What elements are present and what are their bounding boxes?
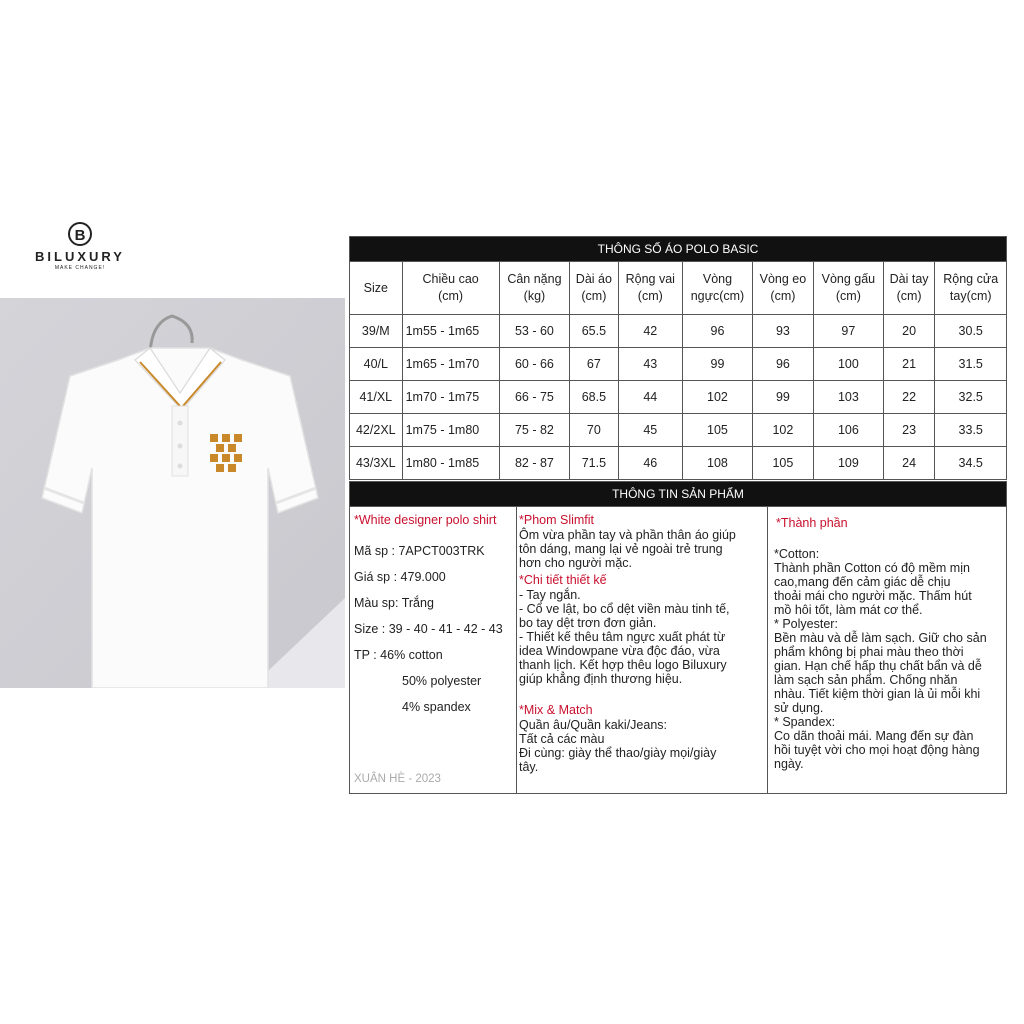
mix-match-text: Quần âu/Quần kaki/Jeans: Tất cả các màu Đi cùng: giày thể thao/giày mọi/giày tây. xyxy=(519,718,717,774)
product-composition-cell xyxy=(768,507,1007,794)
table-cell: 65.5 xyxy=(570,315,618,348)
table-cell: 67 xyxy=(570,348,618,381)
header-height: Chiều cao (cm) xyxy=(402,262,499,315)
table-cell: 44 xyxy=(618,381,683,414)
header-sleeve-length: Dài tay (cm) xyxy=(883,262,935,315)
table-cell: 42 xyxy=(618,315,683,348)
header-waist: Vòng eo (cm) xyxy=(752,262,813,315)
table-cell: 1m55 - 1m65 xyxy=(402,315,499,348)
table-row xyxy=(350,315,1007,348)
table-cell: 99 xyxy=(683,348,753,381)
size-chart-table xyxy=(349,236,1007,480)
table-cell: 82 - 87 xyxy=(499,447,570,480)
design-text: - Tay ngắn. - Cổ ve lật, bo cổ dệt viền màu tinh tế, bo tay dệt trơn đơn giản. - Thiết kế thêu tâm ngực xuất phát từ idea Windowpane vừa độc đáo, vừa thanh lịch. Kết hợp thêu logo Biluxury giúp khẳng định thương hiệu. xyxy=(519,588,730,686)
product-material-cotton: TP : 46% cotton xyxy=(354,648,443,662)
table-cell: 99 xyxy=(752,381,813,414)
table-cell: 40/L xyxy=(350,348,403,381)
table-cell: 23 xyxy=(883,414,935,447)
product-material-polyester: 50% polyester xyxy=(402,674,482,688)
product-basics-cell xyxy=(350,507,517,794)
table-cell: 42/2XL xyxy=(350,414,403,447)
composition-text: *Cotton: Thành phần Cotton có độ mềm mịn cao,mang đến cảm giác dễ chịu thoải mái cho người mặc. Thấm hút mồ hôi tốt, làm mát cơ thể. * Polyester: Bền màu và dễ làm sạch. Giữ cho sản phẩm không bị phai màu theo thời gian. Hạn chế hấp thụ chất bẩn và dễ làm sạch sản phẩm. Chống nhăn nhàu. Tiết kiệm thời gian là ủi mỗi khi sử dụng. * Spandex: Co dãn thoải mái. Mang đến sự đàn hồi tuyệt vời cho mọi hoạt động hàng ngày. xyxy=(774,547,987,771)
size-chart-title: THÔNG SỐ ÁO POLO BASIC xyxy=(350,237,1007,262)
table-row xyxy=(350,414,1007,447)
product-name: *White designer polo shirt xyxy=(354,513,497,527)
table-cell: 32.5 xyxy=(935,381,1007,414)
product-color: Màu sp: Trắng xyxy=(354,596,434,610)
brand-name: BILUXURY xyxy=(35,249,125,264)
mix-match-heading: *Mix & Match xyxy=(519,703,593,717)
table-cell: 93 xyxy=(752,315,813,348)
table-cell: 53 - 60 xyxy=(499,315,570,348)
table-row xyxy=(350,381,1007,414)
table-cell: 39/M xyxy=(350,315,403,348)
table-cell: 71.5 xyxy=(570,447,618,480)
polo-shirt-image xyxy=(0,298,345,688)
header-sleeve-opening: Rộng cửa tay(cm) xyxy=(935,262,1007,315)
composition-heading: *Thành phần xyxy=(776,516,848,530)
header-size: Size xyxy=(350,262,403,315)
product-material-spandex: 4% spandex xyxy=(402,700,471,714)
size-chart-header-row xyxy=(350,262,1007,315)
brand-logo xyxy=(30,222,130,271)
table-cell: 60 - 66 xyxy=(499,348,570,381)
header-hem: Vòng gấu (cm) xyxy=(814,262,884,315)
header-length: Dài áo (cm) xyxy=(570,262,618,315)
table-cell: 75 - 82 xyxy=(499,414,570,447)
table-cell: 102 xyxy=(752,414,813,447)
table-cell: 1m70 - 1m75 xyxy=(402,381,499,414)
fit-text: Ôm vừa phần tay và phần thân áo giúp tôn dáng, mang lại vẻ ngoài trẻ trung hơn cho người mặc. xyxy=(519,528,736,570)
table-cell: 1m65 - 1m70 xyxy=(402,348,499,381)
product-design-cell xyxy=(517,507,768,794)
table-cell: 45 xyxy=(618,414,683,447)
table-cell: 20 xyxy=(883,315,935,348)
table-cell: 30.5 xyxy=(935,315,1007,348)
header-shoulder: Rộng vai (cm) xyxy=(618,262,683,315)
header-weight: Cân nặng (kg) xyxy=(499,262,570,315)
product-info-title: THÔNG TIN SẢN PHẨM xyxy=(350,482,1007,507)
product-sku: Mã sp : 7APCT003TRK xyxy=(354,544,485,558)
table-cell: 102 xyxy=(683,381,753,414)
table-cell: 24 xyxy=(883,447,935,480)
table-cell: 106 xyxy=(814,414,884,447)
table-cell: 1m80 - 1m85 xyxy=(402,447,499,480)
table-cell: 1m75 - 1m80 xyxy=(402,414,499,447)
table-cell: 22 xyxy=(883,381,935,414)
table-row xyxy=(350,348,1007,381)
header-chest: Vòng ngực(cm) xyxy=(683,262,753,315)
table-cell: 96 xyxy=(683,315,753,348)
brand-tagline: MAKE CHANGE! xyxy=(54,265,106,271)
table-cell: 31.5 xyxy=(935,348,1007,381)
table-cell: 41/XL xyxy=(350,381,403,414)
table-cell: 46 xyxy=(618,447,683,480)
table-cell: 96 xyxy=(752,348,813,381)
table-cell: 97 xyxy=(814,315,884,348)
table-cell: 100 xyxy=(814,348,884,381)
season-label: XUÂN HÈ - 2023 xyxy=(354,773,441,785)
table-cell: 34.5 xyxy=(935,447,1007,480)
brand-logo-icon: B xyxy=(68,222,92,246)
table-cell: 43 xyxy=(618,348,683,381)
design-heading: *Chi tiết thiết kế xyxy=(519,573,607,587)
table-cell: 43/3XL xyxy=(350,447,403,480)
table-cell: 108 xyxy=(683,447,753,480)
table-cell: 33.5 xyxy=(935,414,1007,447)
table-cell: 70 xyxy=(570,414,618,447)
table-cell: 21 xyxy=(883,348,935,381)
table-cell: 66 - 75 xyxy=(499,381,570,414)
table-cell: 103 xyxy=(814,381,884,414)
product-price: Giá sp : 479.000 xyxy=(354,570,446,584)
table-cell: 105 xyxy=(752,447,813,480)
table-cell: 105 xyxy=(683,414,753,447)
table-cell: 68.5 xyxy=(570,381,618,414)
table-row xyxy=(350,447,1007,480)
fit-heading: *Phom Slimfit xyxy=(519,513,595,527)
product-info-table xyxy=(349,481,1007,794)
product-sizes: Size : 39 - 40 - 41 - 42 - 43 xyxy=(354,622,503,636)
table-cell: 109 xyxy=(814,447,884,480)
